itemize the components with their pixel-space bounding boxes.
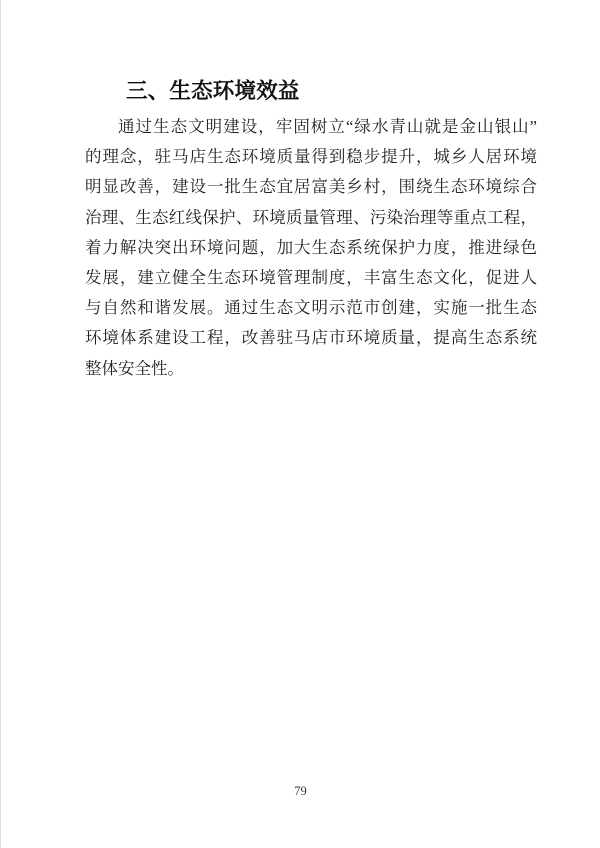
body-paragraph (85, 112, 537, 384)
paragraph-line: 治理、生态红线保护、环境质量管理、污染治理等重点工程， (85, 207, 537, 227)
paragraph-line: 明显改善，建设一批生态宜居富美乡村，围绕生态环境综合 (85, 177, 537, 197)
page-number: 79 (294, 784, 307, 798)
paragraph-line: 通过生态文明建设，牢固树立“绿水青山就是金山银山” (118, 117, 537, 136)
paragraph-line: 的理念，驻马店生态环境质量得到稳步提升，城乡人居环境 (85, 147, 537, 167)
paragraph-line: 与自然和谐发展。通过生态文明示范市创建，实施一批生态 (85, 298, 537, 318)
paragraph-line: 整体安全性。 (85, 358, 184, 378)
paragraph-line: 环境体系建设工程，改善驻马店市环境质量，提高生态系统 (85, 328, 537, 348)
paragraph-line: 着力解决突出环境问题，加大生态系统保护力度，推进绿色 (85, 237, 537, 257)
section-heading: 三、生态环境效益 (126, 79, 300, 103)
paragraph-line: 发展，建立健全生态环境管理制度，丰富生态文化，促进人 (85, 268, 537, 288)
